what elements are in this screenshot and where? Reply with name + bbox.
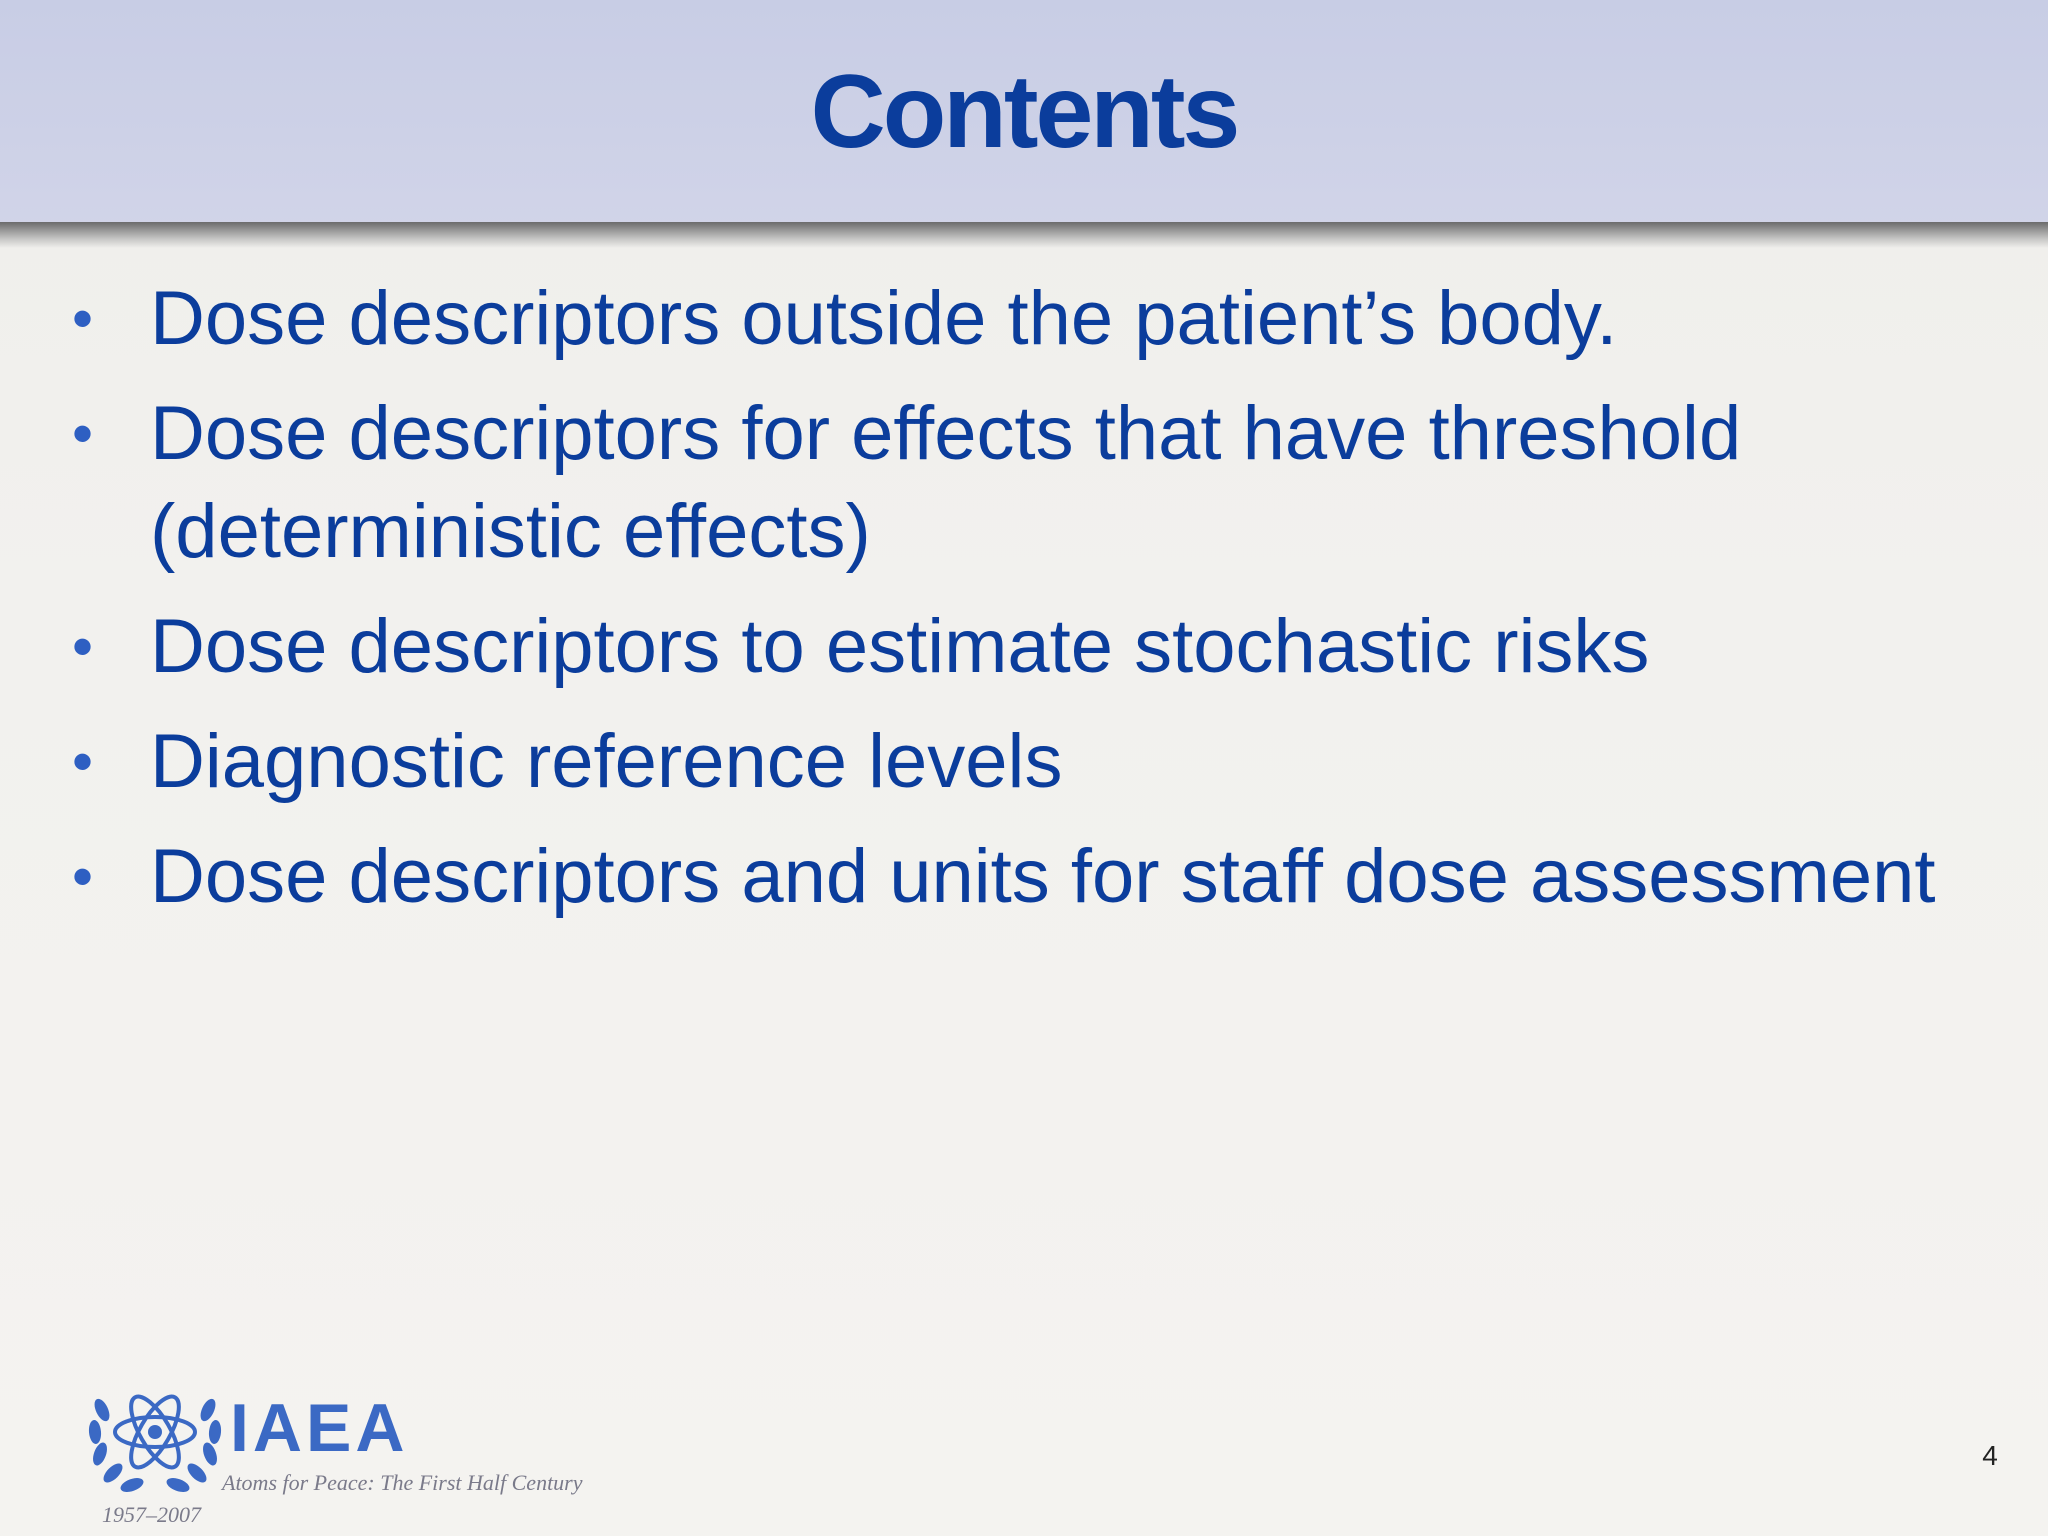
iaea-years: 1957–2007 <box>102 1502 201 1527</box>
bullet-item <box>0 713 1950 811</box>
bullet-item <box>0 385 1950 581</box>
bullet-list <box>0 270 2048 943</box>
title-band-shadow <box>0 222 2048 248</box>
bullet-dot-icon: • <box>72 843 94 910</box>
bullet-item <box>0 598 1950 696</box>
bullet-dot-icon: • <box>72 285 94 352</box>
bullet-text: Dose descriptors for effects that have threshold (deterministic effects) <box>150 391 1742 574</box>
iaea-tagline: Atoms for Peace: The First Half Century <box>222 1470 583 1495</box>
bullet-text: Dose descriptors to estimate stochastic risks <box>150 604 1650 689</box>
bullet-text: Dose descriptors and units for staff dose assessment <box>150 834 1936 919</box>
bullet-dot-icon: • <box>72 400 94 467</box>
bullet-text: Dose descriptors outside the patient’s body. <box>150 276 1618 361</box>
bullet-text: Diagnostic reference levels <box>150 719 1063 804</box>
iaea-logo <box>80 1370 620 1530</box>
bullet-dot-icon: • <box>72 728 94 795</box>
iaea-wordmark: IAEA <box>230 1390 409 1466</box>
iaea-emblem-icon <box>80 1370 230 1505</box>
slide-title: Contents <box>810 54 1238 170</box>
page-number: 4 <box>1982 1440 1998 1471</box>
bullet-dot-icon: • <box>72 613 94 680</box>
bullet-item <box>0 270 1950 368</box>
bullet-item <box>0 828 1950 926</box>
